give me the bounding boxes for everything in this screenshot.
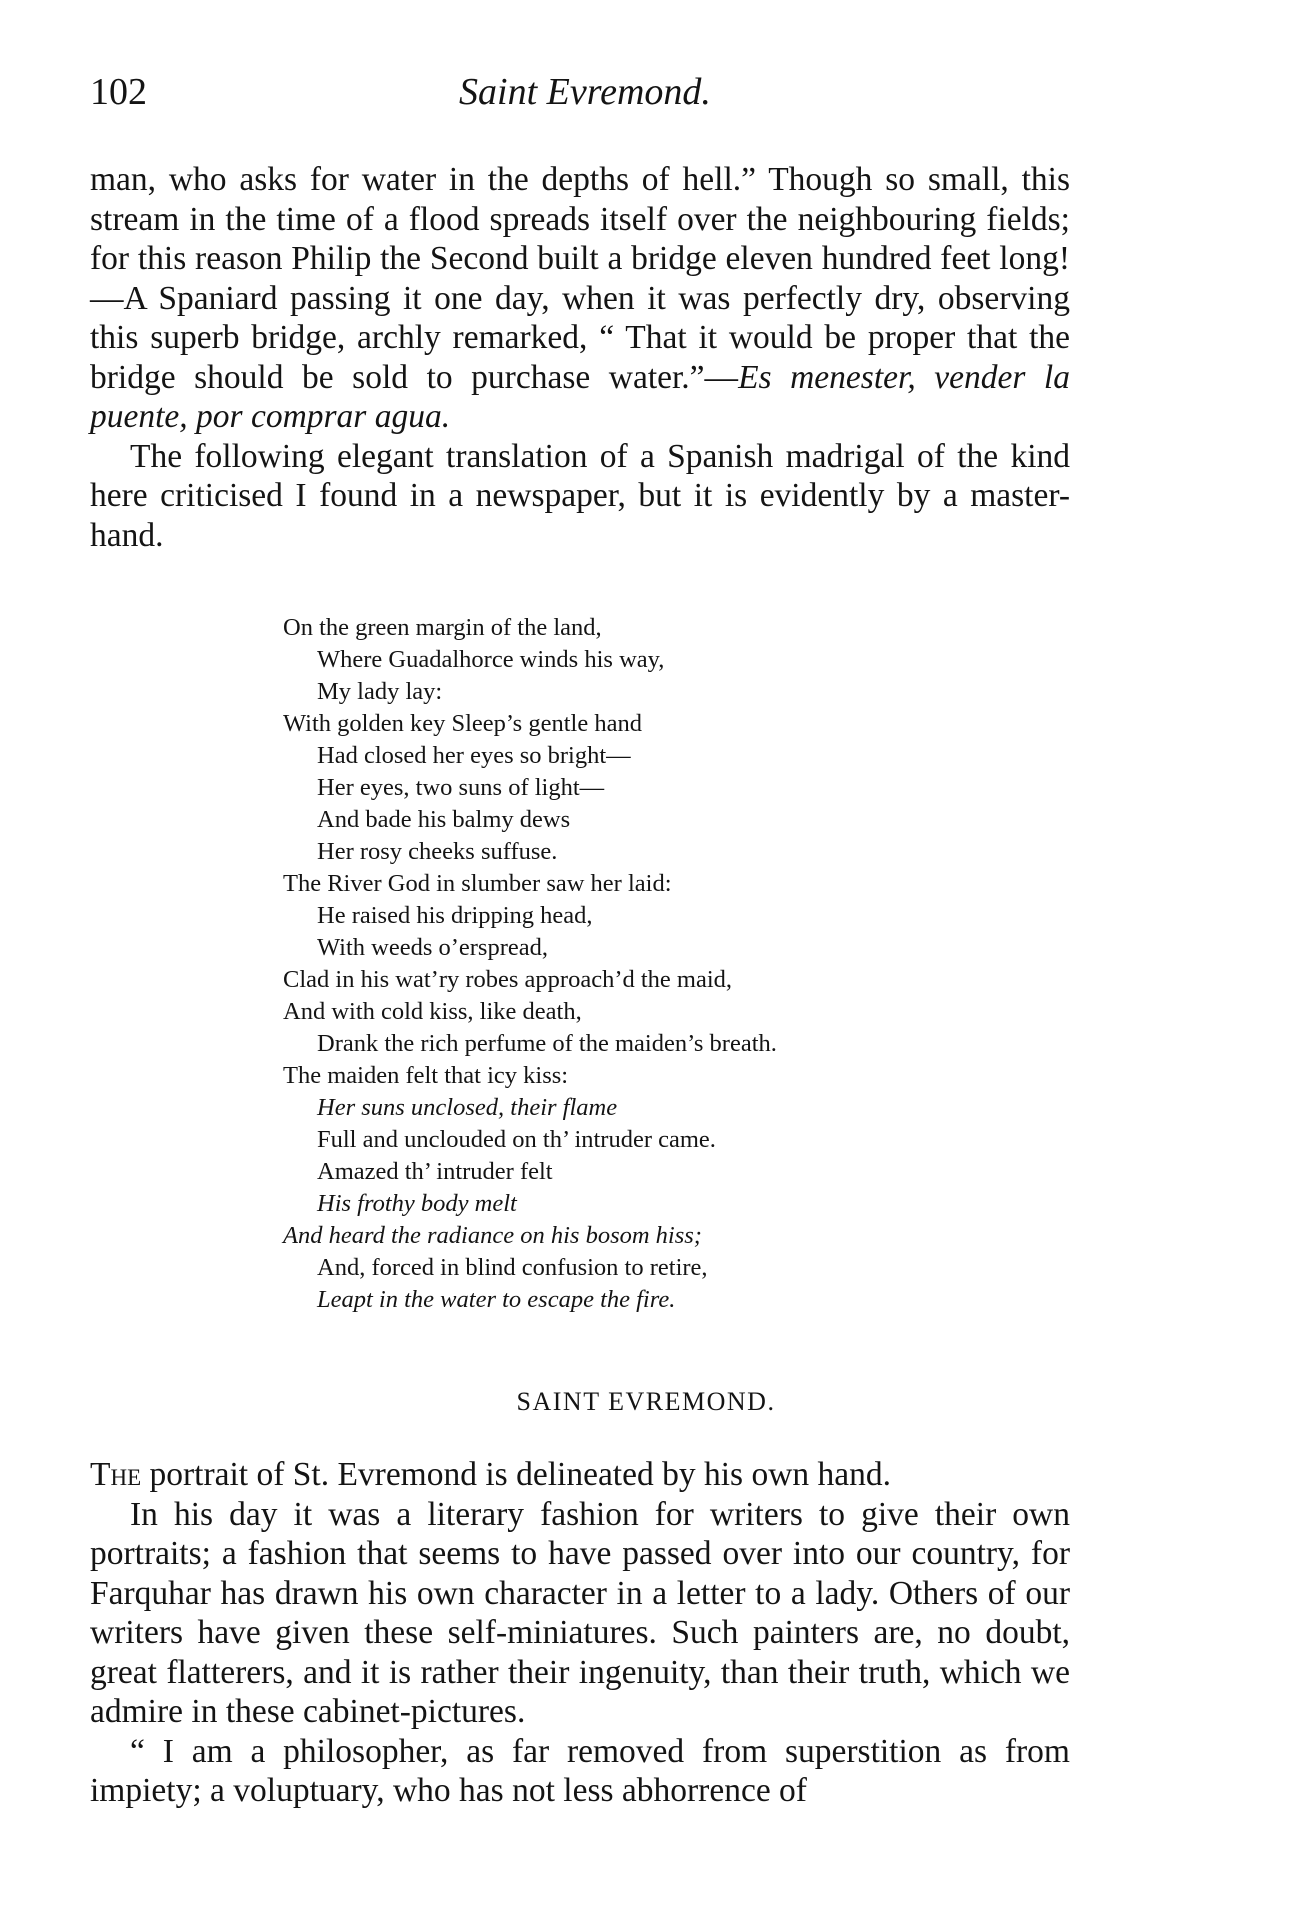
running-title: Saint Evremond.	[459, 71, 711, 113]
page-header	[90, 70, 1080, 120]
poem-line: Clad in his wat’ry robes approach’d the maid,	[283, 966, 733, 993]
madrigal-poem	[283, 612, 777, 1316]
page-number: 102	[90, 71, 147, 113]
poem-line: With golden key Sleep’s gentle hand	[283, 710, 642, 737]
poem-line: Leapt in the water to escape the fire.	[317, 1286, 676, 1313]
poem-line: Her suns unclosed, their flame	[317, 1094, 618, 1121]
poem-line: The maiden felt that icy kiss:	[283, 1062, 569, 1089]
poem-line: And bade his balmy dews	[317, 806, 571, 833]
text-block-top	[90, 160, 1070, 555]
poem-line: Her eyes, two suns of light—	[317, 774, 605, 801]
text-block-bottom	[90, 1455, 1070, 1811]
paragraph	[90, 1455, 1070, 1495]
poem-line: On the green margin of the land,	[283, 614, 602, 641]
poem-line: And with cold kiss, like death,	[283, 998, 582, 1025]
spanish-quote: Es menester, vender la puente, por comprar agua.	[90, 358, 1070, 435]
paragraph: In his day it was a literary fashion for writers to give their own portraits; a fashion that seems to have passed over into our country, for Farquhar has drawn his own character in a letter to a lady. Others of our writers have given these self-miniatures. Such painters are, no doubt, great flatterers, and it is rather their ingenuity, than their truth, which we admire in these cabinet-pictures.	[90, 1495, 1070, 1730]
paragraph-text: man, who asks for water in the depths of hell.” Though so small, this stream in the time of a flood spreads itself over the neighbouring fields; for this reason Philip the Second built a bridge eleven hundred feet long!—A Spaniard passing it one day, when it was perfectly dry, observing this superb bridge, archly remarked, “ That it would be proper that the bridge should be sold to purchase water.”—	[90, 161, 1070, 396]
lead-word: The	[90, 1456, 142, 1493]
poem-line: And heard the radiance on his bosom hiss;	[283, 1222, 702, 1249]
poem-line: Full and unclouded on th’ intruder came.	[317, 1126, 716, 1153]
poem-line: With weeds o’erspread,	[317, 934, 548, 961]
paragraph-text: portrait of St. Evremond is delineated by his own hand.	[141, 1456, 892, 1493]
poem-line: My lady lay:	[317, 678, 443, 705]
paragraph	[90, 160, 1070, 437]
poem-line: And, forced in blind confusion to retire,	[317, 1254, 708, 1281]
paragraph: “ I am a philosopher, as far removed from superstition as from impiety; a voluptuary, who has not less abhorrence of	[90, 1732, 1070, 1809]
poem-line: His frothy body melt	[317, 1190, 517, 1217]
poem-line: The River God in slumber saw her laid:	[283, 870, 672, 897]
section-heading: SAINT EVREMOND.	[516, 1387, 776, 1416]
poem-line: Drank the rich perfume of the maiden’s breath.	[317, 1030, 777, 1057]
poem-line: Had closed her eyes so bright—	[317, 742, 631, 769]
poem-line: Where Guadalhorce winds his way,	[317, 646, 665, 673]
paragraph: The following elegant translation of a Spanish madrigal of the kind here criticised I found in a newspaper, but it is evidently by a master-hand.	[90, 437, 1070, 554]
poem-line: Her rosy cheeks suffuse.	[317, 838, 558, 865]
poem-line: Amazed th’ intruder felt	[317, 1158, 553, 1185]
poem-line: He raised his dripping head,	[317, 902, 593, 929]
